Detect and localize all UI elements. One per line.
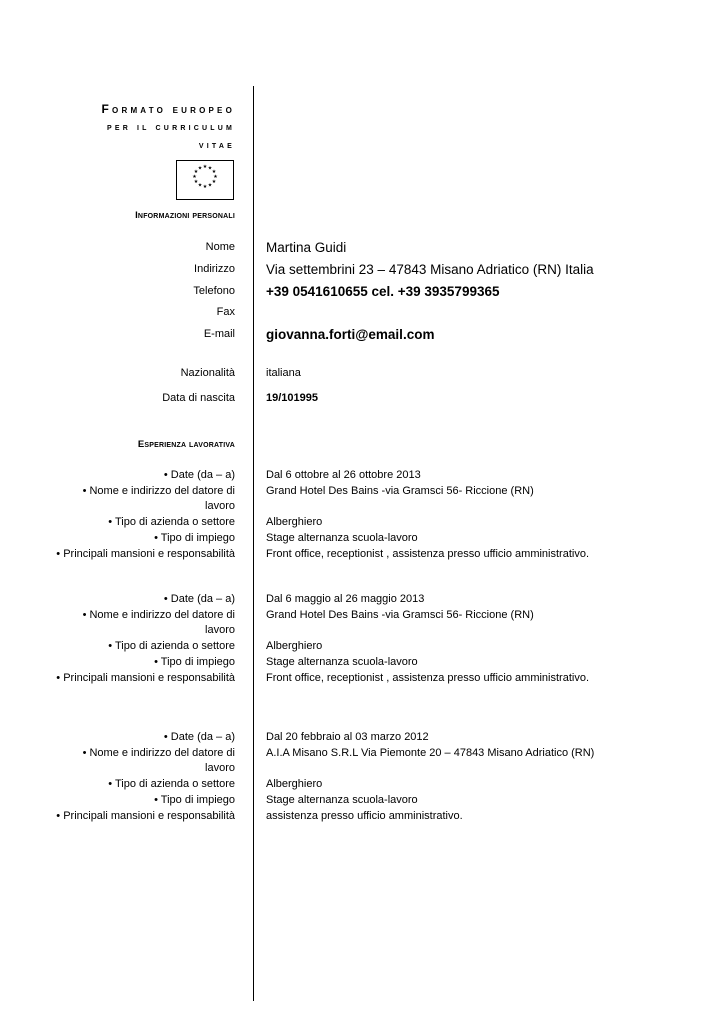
- svg-text:★: ★: [193, 179, 199, 185]
- svg-text:★: ★: [193, 169, 199, 175]
- section-heading-personal: Informazioni personali: [135, 210, 235, 221]
- sector-label: • Tipo di azienda o settore: [108, 778, 235, 790]
- job-dates: Dal 20 febbraio al 03 marzo 2012: [266, 731, 429, 743]
- name-label: Nome: [205, 241, 235, 253]
- job-sector: Alberghiero: [266, 778, 323, 790]
- job-type-label: • Tipo di impiego: [154, 656, 235, 668]
- svg-text:★: ★: [192, 174, 197, 180]
- job-duties: assistenza presso ufficio amministrativo.: [266, 810, 463, 822]
- name-value: Martina Guidi: [266, 240, 347, 255]
- job-employer: Grand Hotel Des Bains -via Gramsci 56- Riccione (RN): [266, 609, 534, 621]
- svg-text:★: ★: [207, 182, 213, 189]
- job-type: Stage alternanza scuola-lavoro: [266, 532, 418, 544]
- duties-label: • Principali mansioni e responsabilità: [56, 548, 235, 560]
- svg-text:★: ★: [207, 165, 213, 172]
- fax-label: Fax: [216, 306, 235, 318]
- job-employer: A.I.A Misano S.R.L Via Piemonte 20 – 47843 Misano Adriatico (RN): [266, 747, 595, 759]
- job-type-label: • Tipo di impiego: [154, 532, 235, 544]
- svg-text:★: ★: [211, 179, 217, 185]
- svg-text:★: ★: [202, 184, 208, 190]
- address-value: Via settembrini 23 – 47843 Misano Adriatico (RN) Italia: [266, 262, 594, 277]
- cv-title-line-2: per il curriculum: [106, 122, 235, 133]
- column-divider: [253, 86, 254, 1001]
- birth-value: 19/101995: [266, 392, 318, 404]
- phone-value: +39 0541610655 cel. +39 3935799365: [266, 284, 500, 299]
- dates-label: • Date (da – a): [163, 593, 235, 605]
- job-dates: Dal 6 maggio al 26 maggio 2013: [266, 593, 425, 605]
- job-type: Stage alternanza scuola-lavoro: [266, 794, 418, 806]
- employer-label: • Nome e indirizzo del datore di lavoro: [82, 609, 235, 636]
- birth-label: Data di nascita: [162, 392, 235, 404]
- job-sector: Alberghiero: [266, 516, 323, 528]
- nationality-value: italiana: [266, 367, 301, 379]
- nationality-label: Nazionalità: [180, 367, 235, 379]
- sector-label: • Tipo di azienda o settore: [108, 516, 235, 528]
- address-label: Indirizzo: [194, 263, 235, 275]
- svg-text:★: ★: [202, 164, 208, 170]
- svg-text:★: ★: [211, 169, 217, 175]
- section-heading-experience: Esperienza lavorativa: [137, 439, 235, 450]
- sector-label: • Tipo di azienda o settore: [108, 640, 235, 652]
- duties-label: • Principali mansioni e responsabilità: [56, 672, 235, 684]
- svg-text:★: ★: [197, 182, 203, 189]
- job-sector: Alberghiero: [266, 640, 323, 652]
- job-duties: Front office, receptionist , assistenza presso ufficio amministrativo.: [266, 548, 590, 560]
- email-label: E-mail: [203, 328, 235, 340]
- cv-title-line-3: vitae: [198, 140, 235, 151]
- email-value: giovanna.forti@email.com: [266, 327, 435, 342]
- svg-text:★: ★: [213, 174, 218, 180]
- dates-label: • Date (da – a): [163, 731, 235, 743]
- job-type: Stage alternanza scuola-lavoro: [266, 656, 418, 668]
- job-employer: Grand Hotel Des Bains -via Gramsci 56- Riccione (RN): [266, 485, 534, 497]
- cv-title-line-1: Formato europeo: [101, 102, 235, 116]
- duties-label: • Principali mansioni e responsabilità: [56, 810, 235, 822]
- job-type-label: • Tipo di impiego: [154, 794, 235, 806]
- employer-label: • Nome e indirizzo del datore di lavoro: [82, 485, 235, 512]
- dates-label: • Date (da – a): [163, 469, 235, 481]
- svg-text:★: ★: [197, 165, 203, 172]
- eu-flag-icon: [176, 160, 234, 200]
- job-dates: Dal 6 ottobre al 26 ottobre 2013: [266, 469, 421, 481]
- job-duties: Front office, receptionist , assistenza presso ufficio amministrativo.: [266, 672, 590, 684]
- phone-label: Telefono: [193, 285, 235, 297]
- employer-label: • Nome e indirizzo del datore di lavoro: [82, 747, 235, 774]
